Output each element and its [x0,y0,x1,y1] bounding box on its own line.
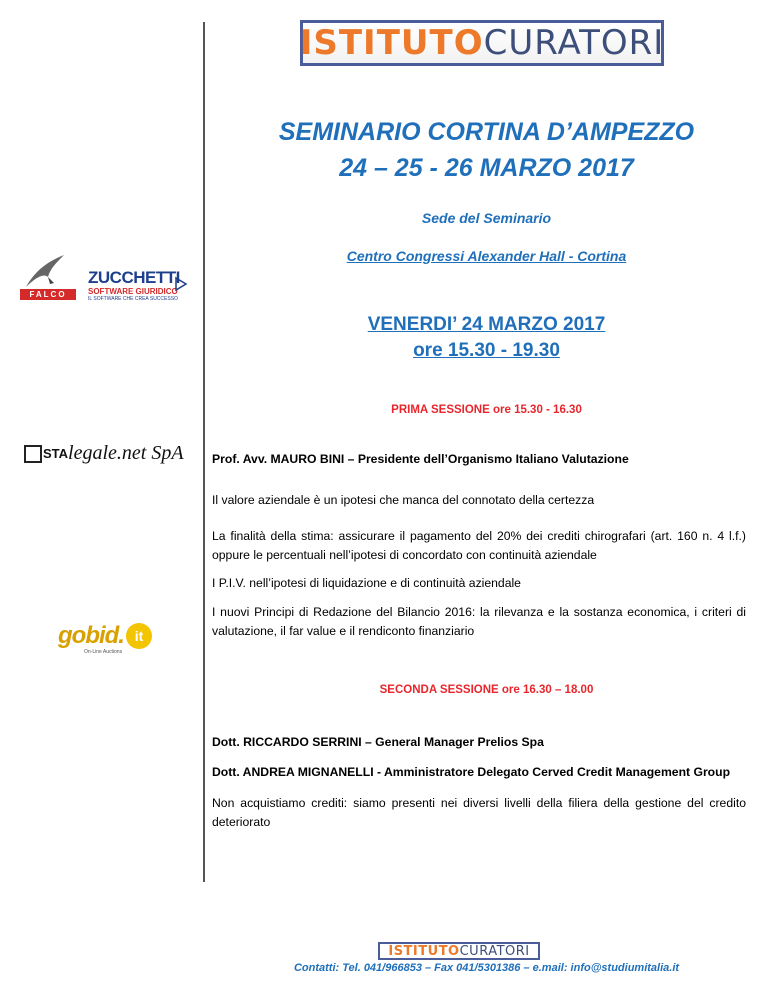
istituto-curatori-logo [300,20,664,66]
footer-logo-part2: CURATORI [459,943,530,959]
day-date: VENERDI’ 24 MARZO 2017 [367,314,606,335]
contacts-line: Contatti: Tel. 041/966853 – Fax 041/5301386 – e.mail: info@studiumitalia.it [293,962,680,974]
falco-bird-icon [20,253,70,289]
astalegale-logo [24,442,184,465]
zucchetti-arrow-icon [174,276,188,292]
session1-topic-1: Il valore aziendale è un ipotesi che manca del connotato della certezza [212,493,595,507]
footer-logo [378,942,540,960]
gobid-name: gobid. [58,622,124,649]
zucchetti-name: ZUCCHETTI [88,268,180,287]
asta-rest: legale.net SpA [68,442,184,464]
session1-topic-4: I nuovi Principi di Redazione del Bilancio 2016: la rilevanza e la sostanza economica, i criteri di valutazione, il far value e il rendiconto finanziario [212,605,746,638]
venue-label: Sede del Seminario [421,210,552,226]
session1-topic-2: La finalità della stima: assicurare il pagamento del 20% dei crediti chirografari (art. 160 n. 4 l.f.) oppure le percentuali nell’ipotesi di concordato con continuità aziendale [212,529,746,562]
gobid-logo [58,622,152,650]
zucchetti-logo [88,268,180,302]
gobid-it-badge: it [126,623,152,649]
seminar-dates: 24 – 25 - 26 MARZO 2017 [339,154,634,182]
vertical-divider [203,22,205,882]
seminar-title: SEMINARIO CORTINA D’AMPEZZO [278,118,695,146]
session1-heading: PRIMA SESSIONE ore 15.30 - 16.30 [391,404,582,416]
logo-part1: ISTITUTO [299,23,484,63]
session2-topic-1: Non acquistiamo crediti: siamo presenti nei diversi livelli della filiera della gestione del credito deteriorato [212,796,746,829]
day-hours: ore 15.30 - 19.30 [413,340,560,361]
venue-name: Centro Congressi Alexander Hall - Cortina [346,248,627,264]
zucchetti-sub: SOFTWARE GIURIDICO [88,287,178,296]
asta-hammer-icon [24,445,42,463]
zucchetti-tag: IL SOFTWARE CHE CREA SUCCESSO [88,296,178,302]
logo-part2: CURATORI [483,23,665,63]
asta-sta: STA [43,446,69,461]
footer-logo-part1: ISTITUTO [388,943,460,959]
session1-topic-3: I P.I.V. nell’ipotesi di liquidazione e di continuità aziendale [212,576,521,590]
session2-speaker-1: Dott. RICCARDO SERRINI – General Manager Prelios Spa [212,735,544,749]
falco-logo: FALCO [20,289,76,300]
session2-heading: SECONDA SESSIONE ore 16.30 – 18.00 [379,684,594,696]
session2-speaker-2: Dott. ANDREA MIGNANELLI - Amministratore Delegato Cerved Credit Management Group [212,765,731,779]
gobid-tagline: On-Line Auctions [84,649,123,655]
session1-speaker: Prof. Avv. MAURO BINI – Presidente dell’Organismo Italiano Valutazione [212,452,629,466]
